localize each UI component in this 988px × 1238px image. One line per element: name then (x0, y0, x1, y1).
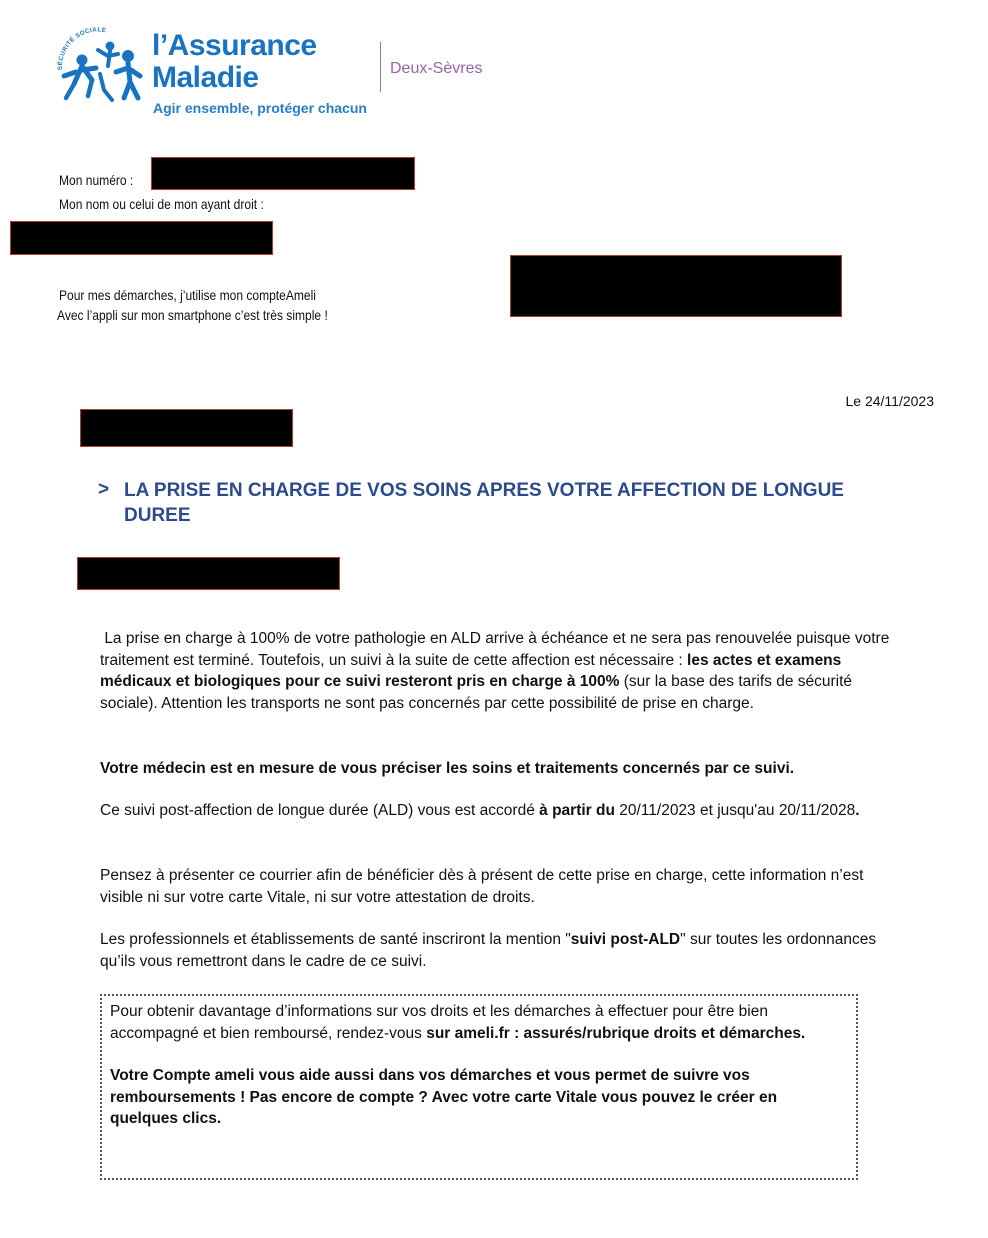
brand-name-line2: Maladie (152, 61, 259, 94)
p1-rest: (sur la base des tarifs de sécurité sociale). Attention les transports ne sont pas concernés par cette possibilité de prise en charge. (100, 673, 853, 712)
redacted-reference (80, 409, 293, 447)
p3-intro: Ce suivi post-affection de longue durée (ALD) vous est accordé (100, 802, 535, 819)
header-divider (380, 42, 381, 92)
p5-bold: suivi post-ALD (570, 931, 681, 948)
paragraph-present-letter (100, 865, 900, 908)
info-p1-link: sur ameli.fr : assurés/rubrique droits et démarches. (426, 1024, 806, 1042)
brand-tagline: Agir ensemble, protéger chacun (153, 100, 367, 116)
redacted-number (151, 157, 415, 190)
p3-bold: à partir du (539, 802, 615, 819)
paragraph-doctor (100, 758, 900, 780)
number-label: Mon numéro : (59, 172, 134, 188)
p3-period: . (855, 802, 860, 819)
brand-name-line1: l’Assurance (152, 29, 317, 62)
info-box (100, 994, 858, 1180)
paragraph-dates (100, 800, 900, 822)
p1-intro: La prise en charge à 100% de votre pathologie en ALD arrive à échéance et ne sera pas renouvelée puisque votre traitement est terminé. Toutefois, un suivi à la suite de cette affection est nécessaire : (100, 630, 890, 669)
name-label: Mon nom ou celui de mon ayant droit : (59, 196, 264, 212)
redacted-address (510, 255, 842, 317)
p4-text: Pensez à présenter ce courrier afin de bénéficier dès à présent de cette prise en charge, cette information n’est visible ni sur votre carte Vitale, ni sur votre attestation de droits. (100, 867, 864, 906)
emblem-arc-text: SÉCURITÉ SOCIALE (56, 26, 107, 71)
end-date: 20/11/2028 (778, 802, 856, 819)
title-arrow-icon: > (98, 479, 110, 500)
assurance-maladie-logo-icon (52, 24, 148, 104)
paragraph-professionals (100, 929, 900, 972)
region-name: Deux-Sèvres (390, 60, 483, 77)
redacted-name (10, 221, 273, 255)
redacted-salutation (77, 557, 340, 590)
paragraph-ald-end (100, 628, 900, 714)
letter-title: LA PRISE EN CHARGE DE VOS SOINS APRES VOTRE AFFECTION DE LONGUE DUREE (124, 480, 844, 526)
p5-intro: Les professionnels et établissements de santé inscriront la mention " (100, 931, 571, 948)
p5-rest: " sur toutes les ordonnances qu’ils vous remettront dans le cadre de ce suivi. (100, 931, 877, 970)
ameli-promo-line2: Avec l’appli sur mon smartphone c’est très simple ! (57, 307, 328, 323)
start-date: 20/11/2023 (619, 802, 696, 819)
p1-bold: les actes et examens médicaux et biologiques pour ce suivi resteront pris en charge à 100% (100, 651, 842, 690)
p3-until: et jusqu'au (700, 802, 775, 819)
letter-date: Le 24/11/2023 (845, 393, 934, 409)
ameli-promo-line1: Pour mes démarches, j’utilise mon compteAmeli (59, 287, 316, 303)
info-p2-bold: Votre Compte ameli vous aide aussi dans vos démarches et vous permet de suivre vos remboursements ! Pas encore de compte ? Avec votre carte Vitale vous pouvez le créer en quelques clics. (110, 1067, 778, 1127)
info-p1-text: Pour obtenir davantage d’informations sur vos droits et les démarches à effectuer pour être bien accompagné et bien remboursé, rendez-vous (110, 1003, 768, 1042)
p2-bold: Votre médecin est en mesure de vous préciser les soins et traitements concernés par ce suivi. (100, 760, 795, 777)
